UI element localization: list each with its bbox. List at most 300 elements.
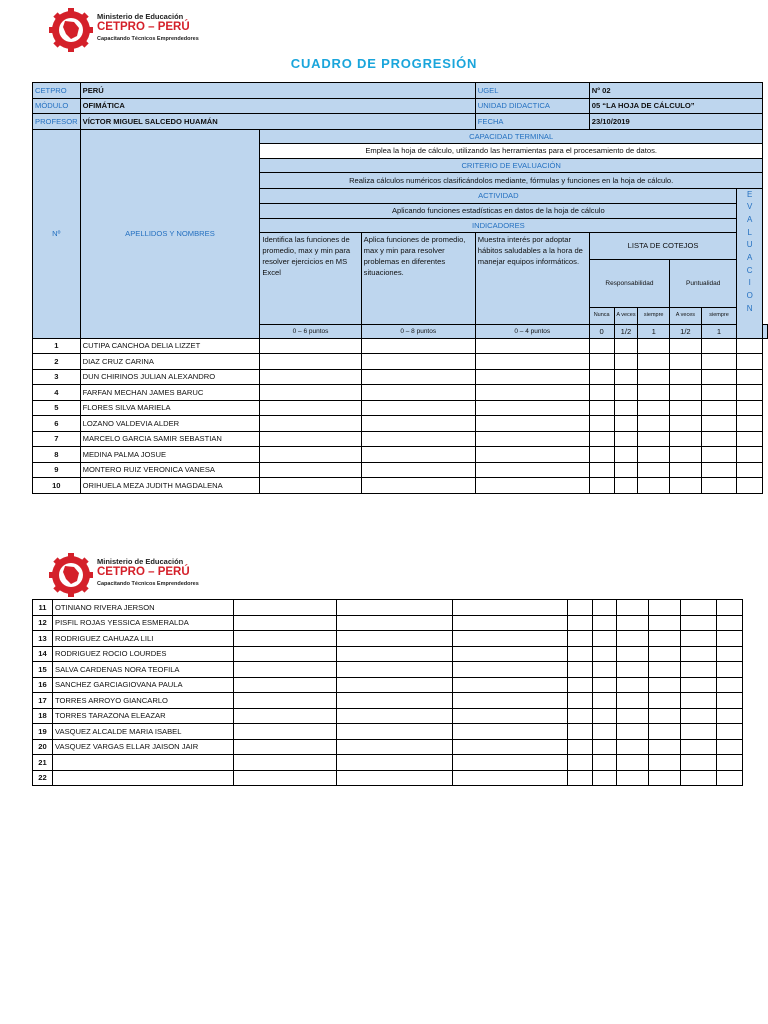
score-cell[interactable] [617, 693, 649, 709]
score-cell[interactable] [337, 724, 453, 740]
score-cell[interactable] [234, 693, 337, 709]
score-cell[interactable] [681, 646, 717, 662]
student-row [33, 739, 743, 755]
score-cell[interactable] [337, 600, 453, 616]
nunca-label: Nunca [589, 307, 614, 324]
score-cell[interactable] [568, 770, 593, 786]
score-cell[interactable] [638, 462, 670, 478]
score-cell[interactable] [593, 770, 617, 786]
student-name: LOZANO VALDEVIA ALDER [80, 416, 260, 432]
student-number: 19 [33, 724, 53, 740]
score-cell[interactable] [593, 677, 617, 693]
score-cell[interactable] [475, 385, 589, 401]
student-number: 18 [33, 708, 53, 724]
evaluacion-letter: A [747, 214, 753, 224]
score-cell[interactable] [337, 615, 453, 631]
score-cell[interactable] [593, 739, 617, 755]
score-cell[interactable] [453, 770, 568, 786]
score-cell[interactable] [589, 354, 614, 370]
score-cell[interactable] [681, 662, 717, 678]
score-cell[interactable] [614, 416, 638, 432]
student-name: OTINIANO RIVERA JERSON [53, 600, 234, 616]
score-cell[interactable] [453, 646, 568, 662]
score-cell[interactable] [701, 447, 737, 463]
student-row [33, 385, 768, 401]
score-cell[interactable] [670, 369, 702, 385]
score-cell[interactable] [649, 615, 681, 631]
cetpro-logo-2 [48, 553, 218, 597]
actividad-text: Aplicando funciones estadísticas en datos de la hoja de cálculo [260, 203, 737, 218]
score-cell[interactable] [568, 755, 593, 771]
score-cell[interactable] [337, 631, 453, 647]
score-cell[interactable] [593, 662, 617, 678]
score-cell[interactable] [568, 739, 593, 755]
score-cell[interactable] [475, 338, 589, 354]
score-cell[interactable] [234, 677, 337, 693]
score-cell[interactable] [649, 739, 681, 755]
score-cell[interactable] [681, 739, 717, 755]
score-cell[interactable] [361, 354, 475, 370]
student-name: DUN CHIRINOS JULIAN ALEXANDRO [80, 369, 260, 385]
score-cell[interactable] [234, 600, 337, 616]
score-cell[interactable] [234, 662, 337, 678]
score-cell[interactable] [568, 631, 593, 647]
student-name: FARFAN MECHAN JAMES BARUC [80, 385, 260, 401]
score-cell[interactable] [617, 600, 649, 616]
score-cell[interactable] [337, 646, 453, 662]
student-number: 2 [33, 354, 81, 370]
score-cell[interactable] [717, 615, 743, 631]
gear-logo-icon [48, 8, 94, 52]
score-cell[interactable] [670, 354, 702, 370]
score-cell[interactable] [737, 338, 763, 354]
student-name: TORRES ARROYO GIANCARLO [53, 693, 234, 709]
evaluacion-letter: E [747, 189, 753, 199]
score-cell[interactable] [614, 369, 638, 385]
student-number: 4 [33, 385, 81, 401]
score-cell[interactable] [670, 447, 702, 463]
score-cell[interactable] [568, 646, 593, 662]
score-cell[interactable] [614, 462, 638, 478]
score-cell[interactable] [337, 677, 453, 693]
score-cell[interactable] [649, 600, 681, 616]
score-cell[interactable] [670, 400, 702, 416]
score-cell[interactable] [568, 677, 593, 693]
score-cell[interactable] [589, 385, 614, 401]
score-cell[interactable] [234, 724, 337, 740]
score-cell[interactable] [701, 462, 737, 478]
score-cell[interactable] [361, 400, 475, 416]
score-cell[interactable] [453, 693, 568, 709]
student-row [33, 431, 768, 447]
score-cell[interactable] [234, 755, 337, 771]
student-row [33, 677, 743, 693]
student-number: 14 [33, 646, 53, 662]
student-name: MONTERO RUIZ VERONICA VANESA [80, 462, 260, 478]
points-2: 0 – 8 puntos [361, 324, 475, 338]
student-number: 15 [33, 662, 53, 678]
score-cell[interactable] [617, 677, 649, 693]
score-cell[interactable] [260, 369, 361, 385]
num-header: Nº [33, 129, 81, 338]
student-name: ORIHUELA MEZA JUDITH MAGDALENA [80, 478, 260, 494]
score-cell[interactable] [681, 708, 717, 724]
score-cell[interactable] [670, 385, 702, 401]
score-cell[interactable] [649, 631, 681, 647]
score-cell[interactable] [361, 478, 475, 494]
score-siempre-2: 1 [701, 324, 737, 338]
score-cell[interactable] [361, 431, 475, 447]
evaluacion-letter: N [746, 303, 753, 313]
score-cell[interactable] [361, 416, 475, 432]
student-number: 1 [33, 338, 81, 354]
a-veces-2-label: A veces [670, 307, 702, 324]
score-cell[interactable] [717, 739, 743, 755]
score-cell[interactable] [568, 615, 593, 631]
siempre-2-label: siempre [701, 307, 737, 324]
score-cell[interactable] [681, 770, 717, 786]
score-cell[interactable] [593, 755, 617, 771]
score-cell[interactable] [717, 677, 743, 693]
score-a-veces: 1/2 [614, 324, 638, 338]
score-cell[interactable] [617, 662, 649, 678]
score-cell[interactable] [234, 631, 337, 647]
modulo-value: OFIMÁTICA [80, 98, 475, 114]
student-name: MEDINA PALMA JOSUE [80, 447, 260, 463]
ugel-value: Nº 02 [589, 83, 762, 99]
indicator-2: Aplica funciones de promedio, max y min para resolver problemas en diferentes situaciones. [361, 232, 475, 324]
score-cell[interactable] [260, 447, 361, 463]
student-row [33, 770, 743, 786]
score-cell[interactable] [260, 478, 361, 494]
score-cell[interactable] [681, 631, 717, 647]
score-cell[interactable] [260, 416, 361, 432]
score-cell[interactable] [701, 400, 737, 416]
student-name [53, 755, 234, 771]
score-cell[interactable] [701, 338, 737, 354]
score-cell[interactable] [638, 369, 670, 385]
score-cell[interactable] [701, 431, 737, 447]
score-cell[interactable] [649, 646, 681, 662]
student-number: 6 [33, 416, 81, 432]
score-cell[interactable] [589, 338, 614, 354]
cetpro-label: CETPRO [33, 83, 81, 99]
student-name: FLORES SILVA MARIELA [80, 400, 260, 416]
score-siempre: 1 [638, 324, 670, 338]
student-row [33, 338, 768, 354]
score-cell[interactable] [617, 631, 649, 647]
score-cell[interactable] [568, 662, 593, 678]
score-cell[interactable] [234, 708, 337, 724]
score-cell[interactable] [638, 385, 670, 401]
ugel-label: UGEL [475, 83, 589, 99]
score-cell[interactable] [701, 478, 737, 494]
student-row [33, 615, 743, 631]
indicadores-label: INDICADORES [260, 218, 737, 232]
modulo-label: MÓDULO [33, 98, 81, 114]
score-cell[interactable] [568, 708, 593, 724]
score-cell[interactable] [260, 400, 361, 416]
score-cell[interactable] [234, 739, 337, 755]
score-cell[interactable] [717, 708, 743, 724]
score-cell[interactable] [337, 770, 453, 786]
score-cell[interactable] [737, 416, 763, 432]
score-cell[interactable] [638, 338, 670, 354]
score-cell[interactable] [649, 693, 681, 709]
score-cell[interactable] [589, 369, 614, 385]
points-1: 0 – 6 puntos [260, 324, 361, 338]
score-cell[interactable] [475, 369, 589, 385]
score-cell[interactable] [475, 416, 589, 432]
score-cell[interactable] [617, 739, 649, 755]
student-name [53, 770, 234, 786]
score-cell[interactable] [717, 662, 743, 678]
score-cell[interactable] [589, 416, 614, 432]
score-cell[interactable] [568, 693, 593, 709]
score-a-veces-2: 1/2 [670, 324, 702, 338]
score-cell[interactable] [670, 478, 702, 494]
points-3: 0 – 4 puntos [475, 324, 589, 338]
score-cell[interactable] [717, 693, 743, 709]
criterio-text: Realiza cálculos numéricos clasificándolos mediante, fórmulas y funciones en la hoja de cálculo. [260, 172, 763, 188]
score-cell[interactable] [649, 677, 681, 693]
student-name: PISFIL ROJAS YESSICA ESMERALDA [53, 615, 234, 631]
brand-text-2: CETPRO – PERÚ [97, 566, 190, 578]
student-number: 13 [33, 631, 53, 647]
student-name: DIAZ CRUZ CARINA [80, 354, 260, 370]
student-number: 11 [33, 600, 53, 616]
score-cell[interactable] [701, 385, 737, 401]
score-cell[interactable] [681, 693, 717, 709]
score-cell[interactable] [260, 431, 361, 447]
score-cell[interactable] [361, 369, 475, 385]
score-cell[interactable] [701, 354, 737, 370]
a-veces-label: A veces [614, 307, 638, 324]
score-cell[interactable] [737, 462, 763, 478]
siempre-label: siempre [638, 307, 670, 324]
score-cell[interactable] [361, 462, 475, 478]
score-cell[interactable] [593, 693, 617, 709]
score-cell[interactable] [589, 478, 614, 494]
student-name: RODRIGUEZ CAHUAZA LILI [53, 631, 234, 647]
score-cell[interactable] [649, 755, 681, 771]
student-row [33, 646, 743, 662]
score-cell[interactable] [737, 385, 763, 401]
puntualidad-label: Puntualidad [670, 259, 737, 307]
evaluacion-letter: V [747, 202, 753, 212]
score-cell[interactable] [670, 431, 702, 447]
score-cell[interactable] [589, 431, 614, 447]
score-cell[interactable] [638, 431, 670, 447]
score-cell[interactable] [617, 708, 649, 724]
score-cell[interactable] [681, 724, 717, 740]
student-name: CUTIPA CANCHOA DELIA LIZZET [80, 338, 260, 354]
score-cell[interactable] [717, 646, 743, 662]
score-cell[interactable] [361, 338, 475, 354]
score-cell[interactable] [737, 447, 763, 463]
score-cell[interactable] [701, 416, 737, 432]
cetpro-logo [48, 8, 218, 52]
score-cell[interactable] [568, 724, 593, 740]
progression-table-continued [32, 599, 743, 786]
actividad-label: ACTIVIDAD [260, 188, 737, 203]
score-cell[interactable] [614, 431, 638, 447]
score-cell[interactable] [737, 354, 763, 370]
evaluacion-letter: C [746, 265, 753, 275]
student-number: 9 [33, 462, 81, 478]
score-cell[interactable] [568, 600, 593, 616]
score-cell[interactable] [649, 708, 681, 724]
score-cell[interactable] [475, 354, 589, 370]
score-cell[interactable] [649, 662, 681, 678]
score-cell[interactable] [617, 724, 649, 740]
student-name: RODRIGUEZ ROCIO LOURDES [53, 646, 234, 662]
student-row [33, 755, 743, 771]
score-cell[interactable] [681, 677, 717, 693]
score-cell[interactable] [475, 478, 589, 494]
score-cell[interactable] [475, 431, 589, 447]
slogan-text-2: Capacitando Técnicos Emprendedores [97, 581, 199, 587]
score-cell[interactable] [737, 478, 763, 494]
score-cell[interactable] [737, 369, 763, 385]
score-cell[interactable] [337, 708, 453, 724]
student-row [33, 462, 768, 478]
lista-cotejos-label: LISTA DE COTEJOS [589, 232, 737, 259]
score-cell[interactable] [638, 447, 670, 463]
cetpro-value: PERÚ [80, 83, 475, 99]
score-cell[interactable] [593, 600, 617, 616]
student-number: 5 [33, 400, 81, 416]
score-cell[interactable] [453, 724, 568, 740]
score-cell[interactable] [234, 646, 337, 662]
responsabilidad-label: Responsabilidad [589, 259, 669, 307]
score-cell[interactable] [617, 615, 649, 631]
score-cell[interactable] [717, 600, 743, 616]
unidad-value: 05 “LA HOJA DE CÁLCULO” [589, 98, 762, 114]
score-cell[interactable] [681, 600, 717, 616]
score-cell[interactable] [475, 462, 589, 478]
student-number: 10 [33, 478, 81, 494]
indicator-1: Identifica las funciones de promedio, max y min para resolver ejercicios en MS Excel [260, 232, 361, 324]
score-cell[interactable] [453, 600, 568, 616]
score-cell[interactable] [589, 400, 614, 416]
score-cell[interactable] [614, 338, 638, 354]
evaluacion-letter: I [748, 278, 751, 288]
score-cell[interactable] [260, 462, 361, 478]
score-cell[interactable] [361, 447, 475, 463]
score-cell[interactable] [593, 708, 617, 724]
page-title: CUADRO DE PROGRESIÓN [290, 56, 478, 71]
score-cell[interactable] [453, 755, 568, 771]
student-name: MARCELO GARCIA SAMIR SEBASTIAN [80, 431, 260, 447]
score-cell[interactable] [453, 615, 568, 631]
score-cell[interactable] [614, 400, 638, 416]
student-name: SANCHEZ GARCIAGIOVANA PAULA [53, 677, 234, 693]
score-cell[interactable] [670, 462, 702, 478]
score-cell[interactable] [681, 755, 717, 771]
score-cell[interactable] [337, 662, 453, 678]
score-cell[interactable] [337, 755, 453, 771]
score-nunca: 0 [589, 324, 614, 338]
brand-text: CETPRO – PERÚ [97, 21, 190, 33]
score-cell[interactable] [649, 770, 681, 786]
student-number: 21 [33, 755, 53, 771]
capacidad-text: Emplea la hoja de cálculo, utilizando las herramientas para el procesamiento de datos. [260, 143, 763, 158]
score-cell[interactable] [681, 615, 717, 631]
evaluacion-letter: A [747, 253, 753, 263]
score-cell[interactable] [589, 447, 614, 463]
score-cell[interactable] [614, 354, 638, 370]
score-cell[interactable] [638, 354, 670, 370]
score-cell[interactable] [638, 400, 670, 416]
fecha-label: FECHA [475, 114, 589, 130]
score-cell[interactable] [614, 385, 638, 401]
score-cell[interactable] [717, 770, 743, 786]
score-cell[interactable] [638, 478, 670, 494]
score-cell[interactable] [337, 693, 453, 709]
score-cell[interactable] [260, 354, 361, 370]
score-cell[interactable] [453, 677, 568, 693]
score-cell[interactable] [593, 631, 617, 647]
score-cell[interactable] [260, 385, 361, 401]
student-row [33, 416, 768, 432]
score-cell[interactable] [617, 770, 649, 786]
score-cell[interactable] [475, 447, 589, 463]
score-cell[interactable] [593, 724, 617, 740]
score-cell[interactable] [589, 462, 614, 478]
score-cell[interactable] [453, 739, 568, 755]
student-row [33, 447, 768, 463]
score-cell[interactable] [614, 447, 638, 463]
score-cell[interactable] [701, 369, 737, 385]
score-cell[interactable] [260, 338, 361, 354]
profesor-label: PROFESOR [33, 114, 81, 130]
score-cell[interactable] [453, 708, 568, 724]
score-cell[interactable] [593, 615, 617, 631]
score-cell[interactable] [717, 631, 743, 647]
ministry-text: Ministerio de Educación [97, 12, 184, 21]
score-cell[interactable] [453, 662, 568, 678]
score-cell[interactable] [234, 615, 337, 631]
evaluacion-letter: O [746, 291, 753, 301]
score-cell[interactable] [593, 646, 617, 662]
score-cell[interactable] [453, 631, 568, 647]
score-cell[interactable] [638, 416, 670, 432]
indicator-3: Muestra interés por adoptar hábitos saludables a la hora de manejar equipos informáticos. [475, 232, 589, 324]
score-cell[interactable] [617, 755, 649, 771]
score-cell[interactable] [737, 431, 763, 447]
score-cell[interactable] [475, 400, 589, 416]
student-row [33, 724, 743, 740]
student-row [33, 478, 768, 494]
student-row [33, 662, 743, 678]
score-cell[interactable] [717, 755, 743, 771]
score-cell[interactable] [614, 478, 638, 494]
score-cell[interactable] [670, 416, 702, 432]
student-number: 16 [33, 677, 53, 693]
score-cell[interactable] [717, 724, 743, 740]
score-cell[interactable] [737, 400, 763, 416]
fecha-value: 23/10/2019 [589, 114, 762, 130]
score-cell[interactable] [670, 338, 702, 354]
student-name: VASQUEZ VARGAS ELLAR JAISON JAIR [53, 739, 234, 755]
score-cell[interactable] [234, 770, 337, 786]
score-cell[interactable] [337, 739, 453, 755]
student-row [33, 631, 743, 647]
score-cell[interactable] [617, 646, 649, 662]
score-cell[interactable] [361, 385, 475, 401]
score-cell[interactable] [649, 724, 681, 740]
